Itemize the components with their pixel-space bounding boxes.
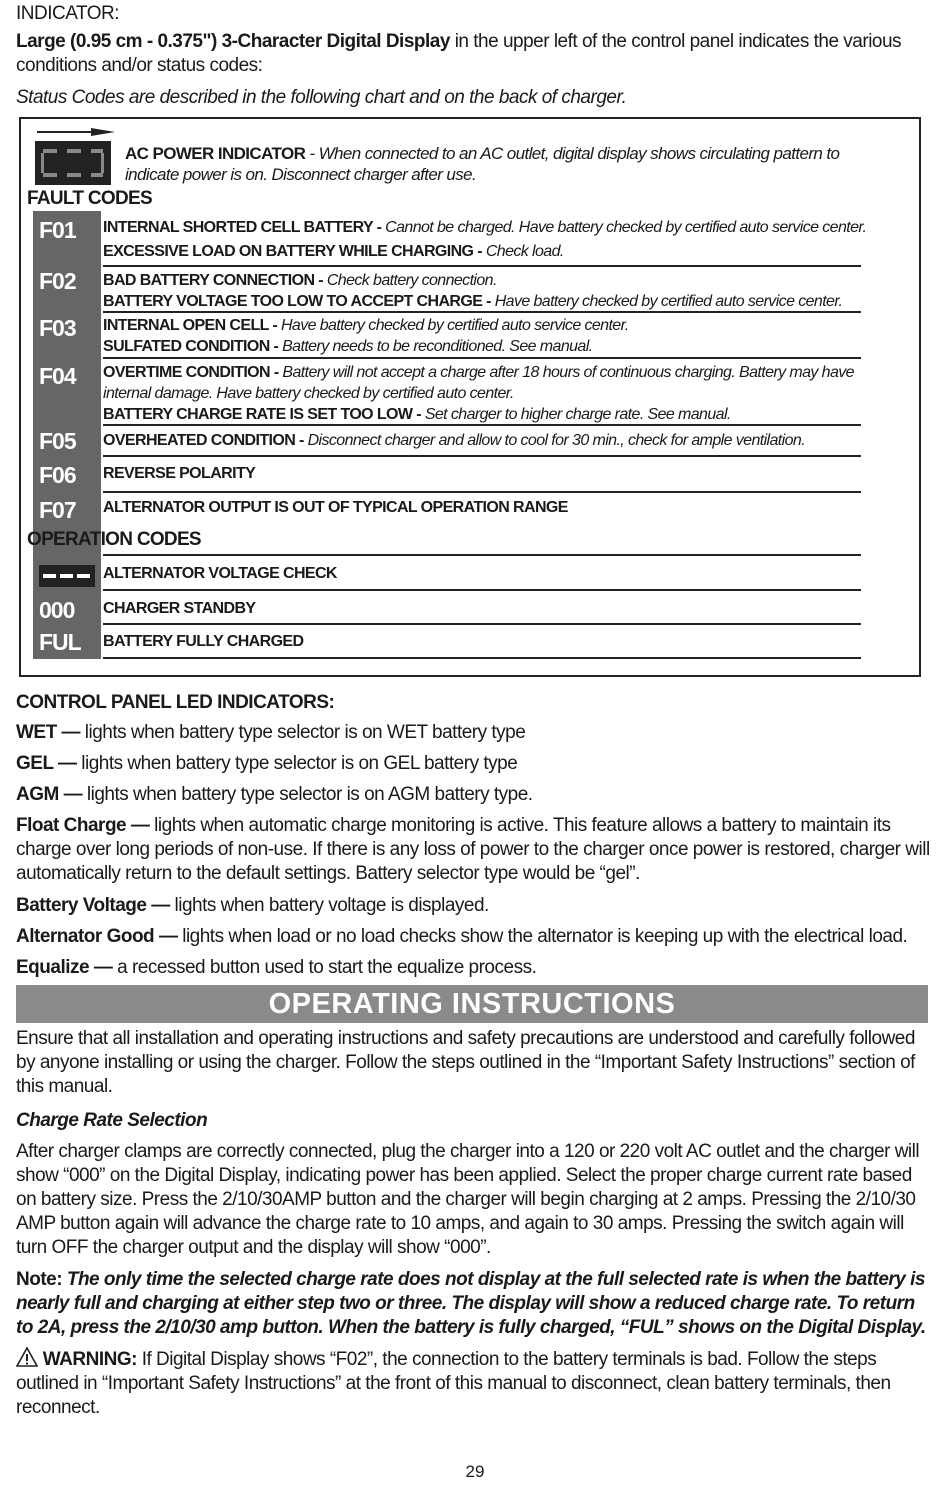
operation-code: 000 — [33, 593, 101, 627]
note-label: Note: — [16, 1269, 63, 1290]
fault-code: F05 — [33, 424, 101, 458]
fault-detail: Battery needs to be reconditioned. See manual. — [282, 338, 593, 355]
indicator-heading: INDICATOR: — [16, 3, 120, 24]
row-divider — [103, 623, 861, 625]
led-text: a recessed button used to start the equalize process. — [112, 957, 537, 978]
led-text: lights when load or no load checks show the alternator is keeping up with the electrical load. — [177, 926, 908, 947]
fault-detail: Check load. — [485, 243, 564, 260]
fault-title: INTERNAL OPEN CELL - — [103, 317, 281, 334]
fault-description — [103, 270, 893, 312]
status-code-chart — [19, 117, 921, 677]
charge-rate-text: After charger clamps are correctly connected, plug the charger into a 120 or 220 volt AC outlet and the charger will show “000” on the Digital Display, indicating power has been applied. Select the proper charge current rate based on battery size. Press the 2/10/30AMP button and the charger will begin charging at 2 amps. Pressing the 2/10/30 AMP button again will advance the charge rate to 10 amps, and again to 30 amps. Pressing the switch again will turn OFF the charger output and the display will show “000”. — [16, 1141, 920, 1258]
indicator-intro — [16, 30, 931, 78]
warning-triangle-icon — [16, 1347, 38, 1367]
indicator-intro-rest: in the upper left of the control panel indicates the various conditions and/or status codes: — [16, 31, 902, 76]
row-divider — [103, 424, 861, 426]
charge-rate-heading: Charge Rate Selection — [16, 1110, 208, 1131]
page-number: 29 — [465, 1462, 485, 1481]
operating-intro: Ensure that all installation and operating instructions and safety precautions are understood and carefully followed by anyone installing or using the charger. Follow the steps outlined in the “Important Safety Instructions” section of this manual. — [16, 1028, 915, 1097]
led-term: AGM — — [16, 784, 83, 805]
fault-description — [103, 315, 893, 357]
led-item — [16, 894, 931, 918]
fault-code: F07 — [33, 493, 101, 527]
fault-detail: Check battery connection. — [326, 272, 497, 289]
fault-code: F04 — [33, 359, 101, 393]
led-item — [16, 752, 931, 776]
fault-title: REVERSE POLARITY — [103, 465, 256, 482]
operation-label: ALTERNATOR VOLTAGE CHECK — [103, 565, 337, 582]
dash-display-icon — [39, 559, 95, 593]
fault-code: F02 — [33, 264, 101, 298]
fault-detail: Have battery checked by certified auto service center. — [494, 293, 843, 310]
led-item — [16, 783, 931, 807]
operation-label: BATTERY FULLY CHARGED — [103, 633, 304, 650]
row-divider — [103, 554, 861, 556]
fault-title: EXCESSIVE LOAD ON BATTERY WHILE CHARGING - — [103, 243, 486, 260]
fault-description — [103, 430, 893, 451]
ac-power-title: AC POWER INDICATOR — [125, 144, 306, 163]
led-text: lights when battery type selector is on WET battery type — [80, 722, 526, 743]
warning-text: If Digital Display shows “F02”, the connection to the battery terminals is bad. Follow the steps outlined in “Important Safety Instructions” at the front of this manual to disconnect, clean battery terminals, then reconnect. — [16, 1349, 891, 1418]
fault-detail: Set charger to higher charge rate. See manual. — [424, 406, 731, 423]
operation-codes-heading: OPERATION CODES — [27, 529, 201, 550]
led-text: lights when automatic charge monitoring is active. This feature allows a battery to maintain its charge over long periods of non-use. If there is any loss of power to the charger once power is restored, charger will automatically return to the default settings. Battery selector type would be “gel”. — [16, 815, 930, 884]
fault-description — [103, 362, 893, 425]
led-item — [16, 721, 931, 745]
fault-description — [103, 497, 893, 518]
led-item — [16, 814, 931, 886]
led-text: lights when battery type selector is on GEL battery type — [76, 753, 518, 774]
fault-detail: Cannot be charged. Have battery checked by certified auto service center. — [385, 219, 867, 236]
fault-title: ALTERNATOR OUTPUT IS OUT OF TYPICAL OPERATION RANGE — [103, 499, 568, 516]
fault-title: BAD BATTERY CONNECTION - — [103, 272, 327, 289]
ac-power-desc: - When connected to an AC outlet, digital display shows circulating pattern to indicate power is on. Disconnect charger after use. — [125, 144, 840, 184]
fault-code: F06 — [33, 458, 101, 492]
led-item — [16, 956, 931, 980]
fault-description — [103, 217, 893, 262]
led-term: Equalize — — [16, 957, 113, 978]
operation-code-dash — [33, 559, 101, 593]
ac-power-indicator — [125, 143, 885, 185]
fault-description — [103, 463, 893, 484]
fault-code: F03 — [33, 311, 101, 345]
led-term: WET — — [16, 722, 80, 743]
circulating-display-icon — [33, 123, 123, 189]
operating-instructions-banner: OPERATING INSTRUCTIONS — [16, 985, 928, 1023]
fault-title: BATTERY CHARGE RATE IS SET TOO LOW - — [103, 406, 425, 423]
fault-title: OVERHEATED CONDITION - — [103, 432, 308, 449]
note-paragraph — [16, 1268, 931, 1340]
row-divider — [103, 265, 861, 267]
led-term: GEL — — [16, 753, 77, 774]
row-divider — [103, 455, 861, 457]
warning-label: WARNING: — [42, 1349, 137, 1370]
row-divider — [103, 589, 861, 591]
led-term: Battery Voltage — — [16, 895, 170, 916]
fault-title: SULFATED CONDITION - — [103, 338, 283, 355]
indicator-intro-bold: Large (0.95 cm - 0.375") 3-Character Digital Display — [16, 31, 450, 52]
note-text: The only time the selected charge rate does not display at the full selected rate is when the battery is nearly full and charging at either step two or three. The display will show a reduced charge rate. To return to 2A, press the 2/10/30 amp button. When the battery is fully charged, “FUL” shows on the Digital Display. — [16, 1269, 926, 1338]
fault-code: F01 — [33, 213, 101, 247]
fault-title: BATTERY VOLTAGE TOO LOW TO ACCEPT CHARGE - — [103, 293, 495, 310]
operation-code: FUL — [33, 625, 101, 659]
row-divider — [103, 357, 861, 359]
row-divider — [103, 657, 861, 659]
fault-detail: Battery will not accept a charge after 18 hours of continuous charging. Battery may have internal damage. Have battery checked by certified auto center. — [103, 364, 854, 402]
fault-codes-heading: FAULT CODES — [27, 188, 152, 209]
led-heading: CONTROL PANEL LED INDICATORS: — [16, 692, 335, 713]
led-term: Alternator Good — — [16, 926, 178, 947]
led-text: lights when battery voltage is displayed. — [169, 895, 489, 916]
row-divider — [103, 311, 861, 313]
fault-detail: Disconnect charger and allow to cool for 30 min., check for ample ventilation. — [307, 432, 806, 449]
led-term: Float Charge — — [16, 815, 150, 836]
led-text: lights when battery type selector is on AGM battery type. — [82, 784, 533, 805]
fault-title: INTERNAL SHORTED CELL BATTERY - — [103, 219, 386, 236]
row-divider — [103, 491, 861, 493]
warning-paragraph — [16, 1347, 931, 1420]
fault-title: OVERTIME CONDITION - — [103, 364, 283, 381]
operation-label: CHARGER STANDBY — [103, 600, 256, 617]
led-item — [16, 925, 931, 949]
fault-detail: Have battery checked by certified auto service center. — [280, 317, 629, 334]
status-note: Status Codes are described in the following chart and on the back of charger. — [16, 87, 627, 108]
